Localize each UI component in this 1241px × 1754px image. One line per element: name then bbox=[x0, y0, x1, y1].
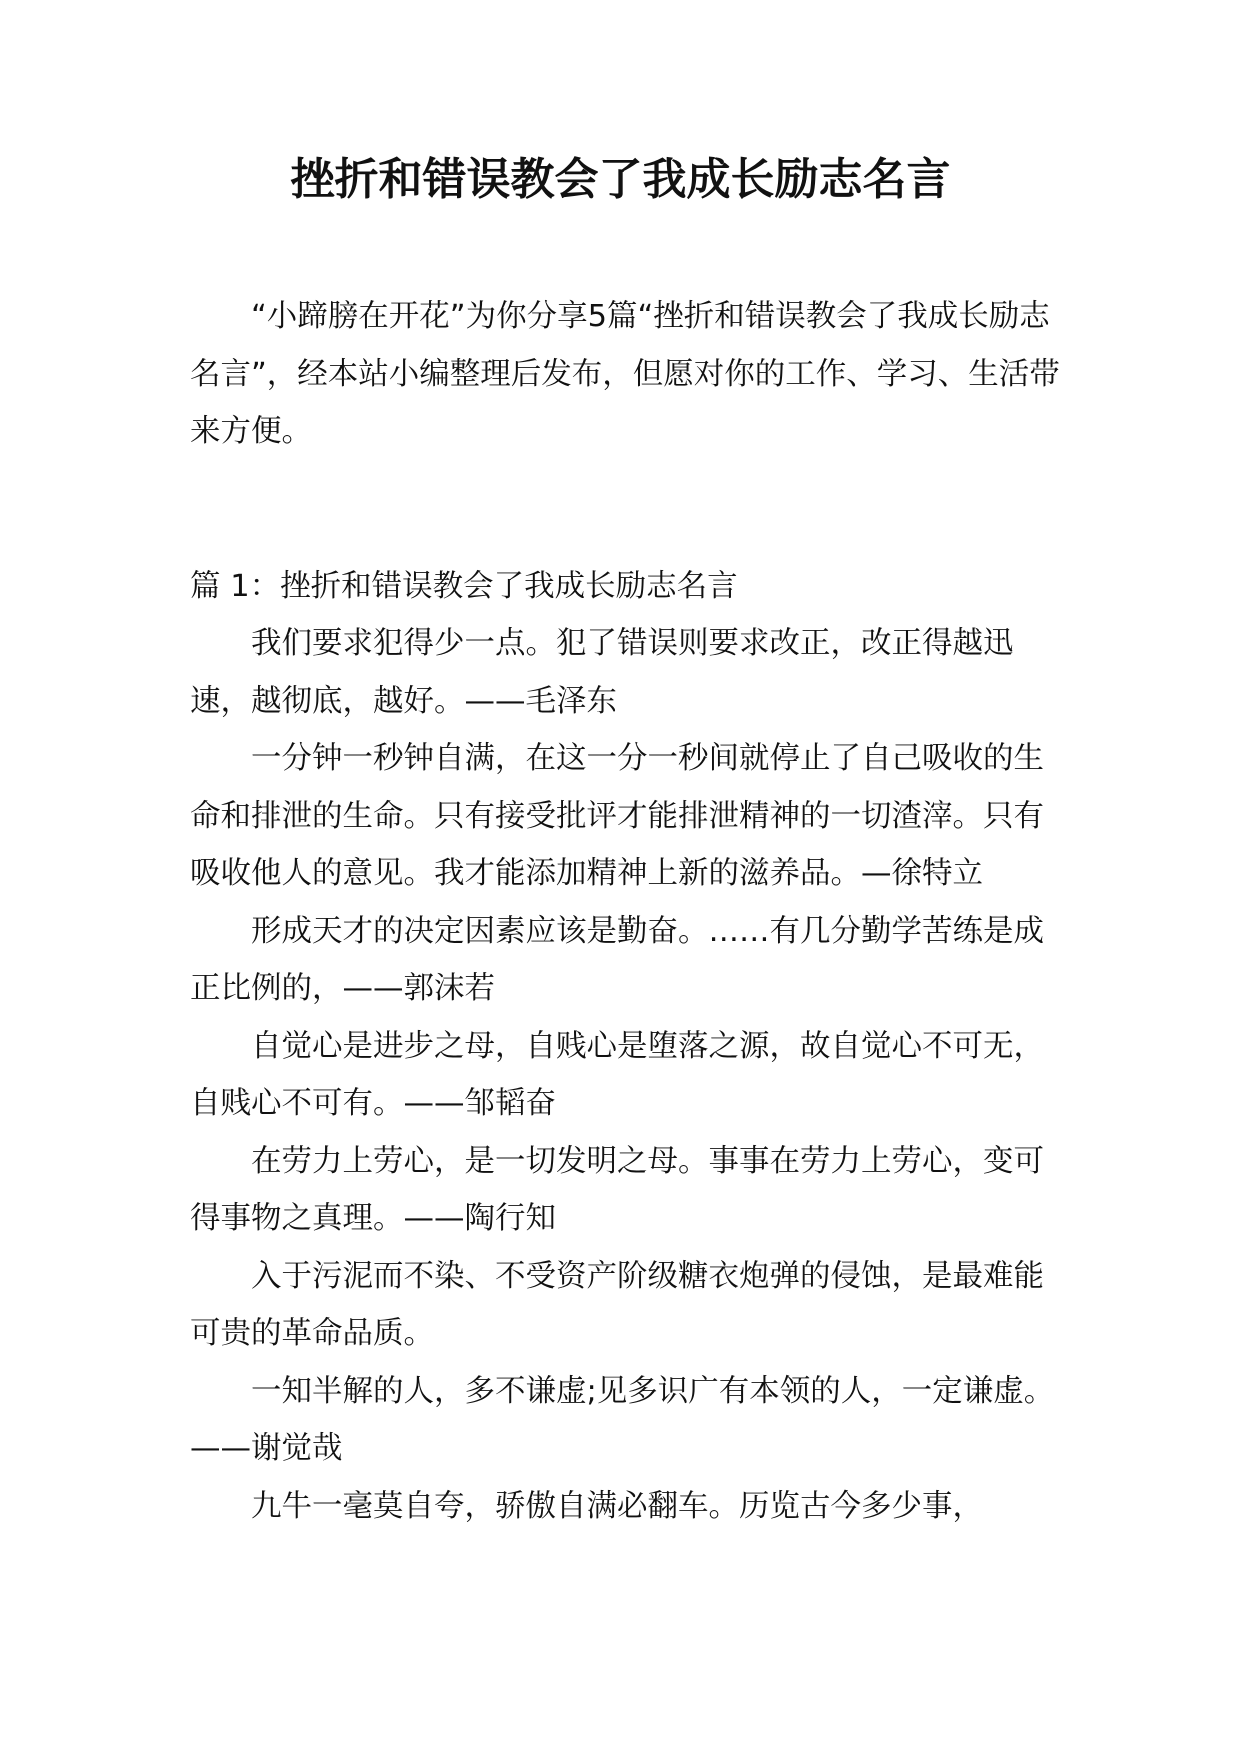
quote-paragraph: 一分钟一秒钟自满，在这一分一秒间就停止了自己吸收的生命和排泄的生命。只有接受批评才能排泄精神的一切渣滓。只有吸收他人的意见。我才能添加精神上新的滋养品。—徐特立 bbox=[190, 741, 1044, 891]
quote-paragraph: 在劳力上劳心，是一切发明之母。事事在劳力上劳心，变可得事物之真理。——陶行知 bbox=[190, 1143, 1044, 1236]
document-body bbox=[190, 288, 1060, 1535]
section-heading: 篇 1：挫折和错误教会了我成长励志名言 bbox=[190, 568, 738, 604]
page-title: 挫折和错误教会了我成长励志名言 bbox=[290, 154, 951, 205]
quote-paragraph: 入于污泥而不染、不受资产阶级糖衣炮弹的侵蚀，是最难能可贵的革命品质。 bbox=[190, 1258, 1044, 1351]
quote-paragraph: 自觉心是进步之母，自贱心是堕落之源，故自觉心不可无，自贱心不可有。——邹韬奋 bbox=[190, 1028, 1044, 1121]
quote-paragraph: 形成天才的决定因素应该是勤奋。……有几分勤学苦练是成正比例的，——郭沫若 bbox=[190, 913, 1044, 1006]
intro-paragraph: “小蹄膀在开花”为你分享5篇“挫折和错误教会了我成长励志名言”，经本站小编整理后发布，但愿对你的工作、学习、生活带来方便。 bbox=[190, 299, 1060, 449]
quote-paragraph: 九牛一毫莫自夸，骄傲自满必翻车。历览古今多少事， bbox=[251, 1488, 983, 1524]
paragraph-spacer bbox=[190, 461, 1060, 558]
quote-paragraph: 一知半解的人，多不谦虚;见多识广有本领的人，一定谦虚。——谢觉哉 bbox=[190, 1373, 1055, 1466]
quote-paragraph: 我们要求犯得少一点。犯了错误则要求改正，改正得越迅速，越彻底，越好。——毛泽东 bbox=[190, 626, 1014, 719]
